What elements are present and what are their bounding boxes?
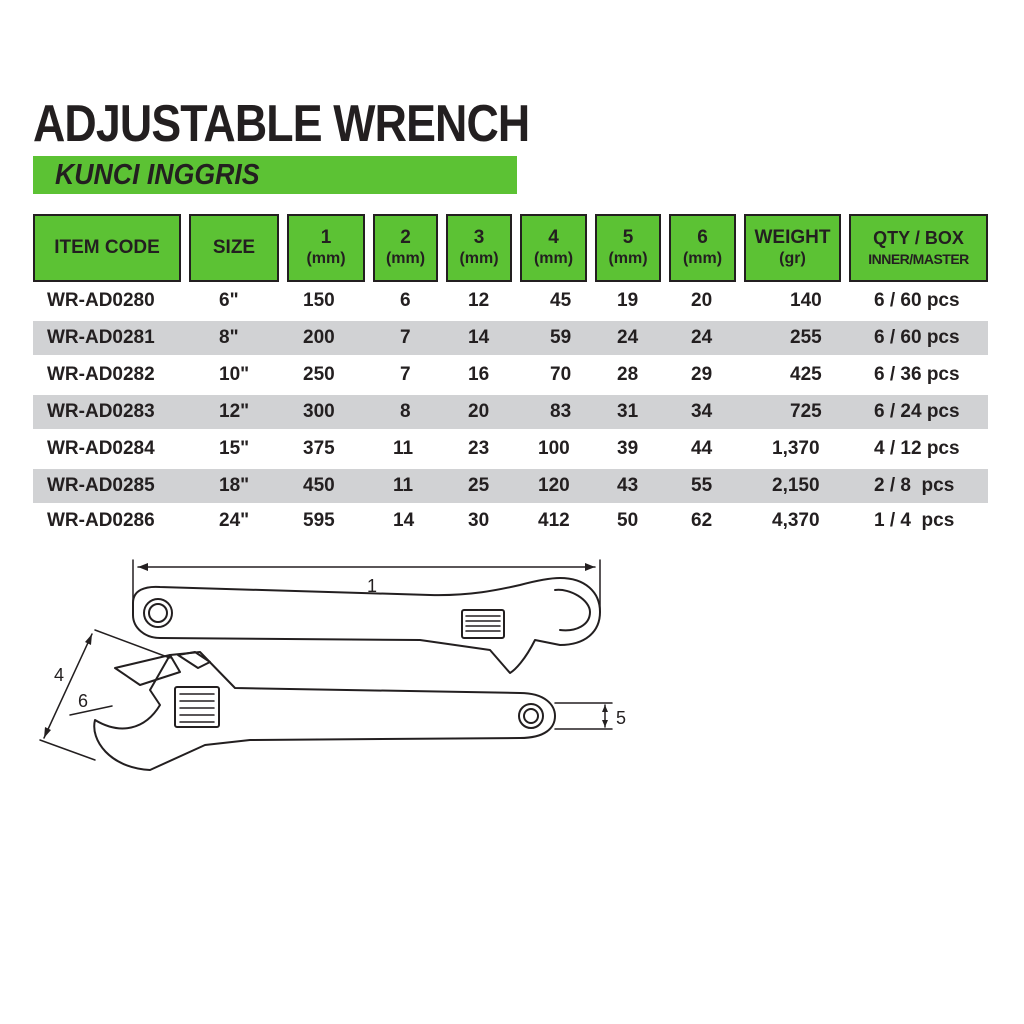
table-row bbox=[33, 395, 988, 429]
header-dim-3-unit: (mm) bbox=[459, 250, 499, 267]
cell-qty: 6 / 60 pcs bbox=[874, 327, 960, 348]
cell-qty: 6 / 24 pcs bbox=[874, 401, 960, 422]
header-dim-2 bbox=[373, 214, 438, 282]
cell-weight: 2,150 bbox=[772, 475, 820, 496]
cell-dim-5: 39 bbox=[617, 438, 639, 459]
dimension-5 bbox=[555, 703, 612, 729]
cell-dim-3: 25 bbox=[468, 475, 490, 496]
cell-dim-4: 100 bbox=[538, 438, 570, 459]
table-row bbox=[33, 284, 988, 318]
header-qty-box bbox=[849, 214, 988, 282]
table-row bbox=[33, 358, 988, 392]
cell-dim-3: 20 bbox=[468, 401, 490, 422]
dimension-label-6: 6 bbox=[78, 691, 89, 711]
header-dim-3-num: 3 bbox=[473, 227, 485, 248]
cell-dim-1: 250 bbox=[303, 364, 335, 385]
cell-item-code: WR-AD0286 bbox=[47, 510, 155, 531]
cell-dim-2: 14 bbox=[393, 510, 415, 531]
cell-size: 10" bbox=[219, 364, 250, 385]
cell-weight: 255 bbox=[790, 327, 822, 348]
cell-item-code: WR-AD0282 bbox=[47, 364, 155, 385]
wrench-dimension-diagram bbox=[0, 548, 700, 788]
cell-item-code: WR-AD0281 bbox=[47, 327, 155, 348]
cell-size: 12" bbox=[219, 401, 250, 422]
cell-dim-3: 30 bbox=[468, 510, 490, 531]
page-title: ADJUSTABLE WRENCH bbox=[33, 95, 530, 153]
cell-item-code: WR-AD0284 bbox=[47, 438, 155, 459]
header-item-code-label: ITEM CODE bbox=[54, 237, 160, 258]
table-row bbox=[33, 504, 988, 538]
cell-dim-4: 83 bbox=[550, 401, 572, 422]
cell-weight: 725 bbox=[790, 401, 822, 422]
header-dim-1 bbox=[287, 214, 365, 282]
dimension-4 bbox=[40, 630, 170, 760]
header-dim-4 bbox=[520, 214, 587, 282]
header-qty-label: QTY / BOX bbox=[873, 228, 964, 248]
cell-dim-6: 24 bbox=[691, 327, 713, 348]
cell-qty: 1 / 4 pcs bbox=[874, 510, 955, 531]
header-dim-1-num: 1 bbox=[320, 227, 332, 248]
cell-dim-6: 55 bbox=[691, 475, 713, 496]
subtitle: KUNCI INGGRIS bbox=[55, 159, 260, 191]
header-size-label: SIZE bbox=[212, 237, 256, 258]
cell-weight: 1,370 bbox=[772, 438, 820, 459]
cell-dim-4: 412 bbox=[538, 510, 570, 531]
cell-dim-2: 7 bbox=[400, 327, 411, 348]
header-qty-sublabel: INNER/MASTER bbox=[868, 251, 969, 267]
header-dim-5-num: 5 bbox=[622, 227, 634, 248]
table-row bbox=[33, 469, 988, 503]
cell-dim-1: 150 bbox=[303, 290, 335, 311]
header-dim-4-unit: (mm) bbox=[533, 250, 574, 267]
header-dim-2-unit: (mm) bbox=[385, 250, 426, 267]
header-dim-2-num: 2 bbox=[400, 227, 411, 248]
header-size bbox=[189, 214, 279, 282]
cell-dim-3: 16 bbox=[468, 364, 490, 385]
header-dim-6-num: 6 bbox=[697, 227, 708, 248]
cell-weight: 140 bbox=[790, 290, 822, 311]
cell-dim-6: 20 bbox=[691, 290, 713, 311]
table-row bbox=[33, 432, 988, 466]
cell-qty: 4 / 12 pcs bbox=[874, 438, 960, 459]
cell-dim-5: 24 bbox=[617, 327, 639, 348]
cell-dim-1: 375 bbox=[303, 438, 335, 459]
cell-dim-2: 11 bbox=[393, 475, 414, 496]
cell-dim-1: 300 bbox=[303, 401, 335, 422]
cell-item-code: WR-AD0283 bbox=[47, 401, 155, 422]
cell-dim-1: 595 bbox=[303, 510, 335, 531]
cell-dim-6: 29 bbox=[691, 364, 713, 385]
wrench-angled-view bbox=[94, 652, 555, 770]
table-row bbox=[33, 321, 988, 355]
cell-dim-5: 43 bbox=[617, 475, 639, 496]
cell-qty: 6 / 36 pcs bbox=[874, 364, 960, 385]
cell-size: 15" bbox=[219, 438, 250, 459]
header-dim-6 bbox=[669, 214, 736, 282]
cell-dim-1: 200 bbox=[303, 327, 335, 348]
cell-dim-4: 70 bbox=[550, 364, 572, 385]
cell-qty: 6 / 60 pcs bbox=[874, 290, 960, 311]
header-weight bbox=[744, 214, 841, 282]
cell-size: 24" bbox=[219, 510, 250, 531]
header-dim-5-unit: (mm) bbox=[608, 250, 648, 267]
header-weight-unit: (gr) bbox=[779, 250, 806, 267]
cell-dim-2: 6 bbox=[400, 290, 411, 311]
header-dim-4-num: 4 bbox=[548, 227, 559, 248]
cell-dim-6: 34 bbox=[691, 401, 713, 422]
cell-dim-4: 120 bbox=[538, 475, 570, 496]
cell-item-code: WR-AD0280 bbox=[47, 290, 155, 311]
cell-size: 18" bbox=[219, 475, 250, 496]
cell-dim-3: 23 bbox=[468, 438, 490, 459]
cell-size: 6" bbox=[219, 290, 239, 311]
header-dim-5 bbox=[595, 214, 661, 282]
cell-qty: 2 / 8 pcs bbox=[874, 475, 955, 496]
cell-dim-5: 28 bbox=[617, 364, 639, 385]
cell-dim-6: 62 bbox=[691, 510, 713, 531]
dimension-label-4: 4 bbox=[54, 665, 65, 685]
dimension-label-5: 5 bbox=[616, 708, 627, 728]
cell-dim-4: 59 bbox=[550, 327, 572, 348]
subtitle-bar bbox=[33, 156, 517, 194]
header-weight-label: WEIGHT bbox=[754, 227, 831, 248]
cell-dim-2: 8 bbox=[400, 401, 411, 422]
cell-dim-1: 450 bbox=[303, 475, 335, 496]
cell-size: 8" bbox=[219, 327, 239, 348]
header-dim-3 bbox=[446, 214, 512, 282]
cell-dim-2: 11 bbox=[393, 438, 414, 459]
header-dim-1-unit: (mm) bbox=[306, 250, 346, 267]
cell-dim-4: 45 bbox=[550, 290, 572, 311]
cell-dim-3: 12 bbox=[468, 290, 490, 311]
cell-dim-5: 50 bbox=[617, 510, 639, 531]
cell-dim-2: 7 bbox=[400, 364, 411, 385]
header-dim-6-unit: (mm) bbox=[682, 250, 723, 267]
cell-dim-5: 19 bbox=[617, 290, 639, 311]
cell-item-code: WR-AD0285 bbox=[47, 475, 155, 496]
cell-weight: 4,370 bbox=[772, 510, 820, 531]
dimension-label-1: 1 bbox=[367, 576, 378, 596]
cell-dim-3: 14 bbox=[468, 327, 490, 348]
dimension-6 bbox=[70, 706, 112, 715]
cell-weight: 425 bbox=[790, 364, 822, 385]
header-item-code bbox=[33, 214, 181, 282]
cell-dim-6: 44 bbox=[691, 438, 713, 459]
cell-dim-5: 31 bbox=[617, 401, 639, 422]
